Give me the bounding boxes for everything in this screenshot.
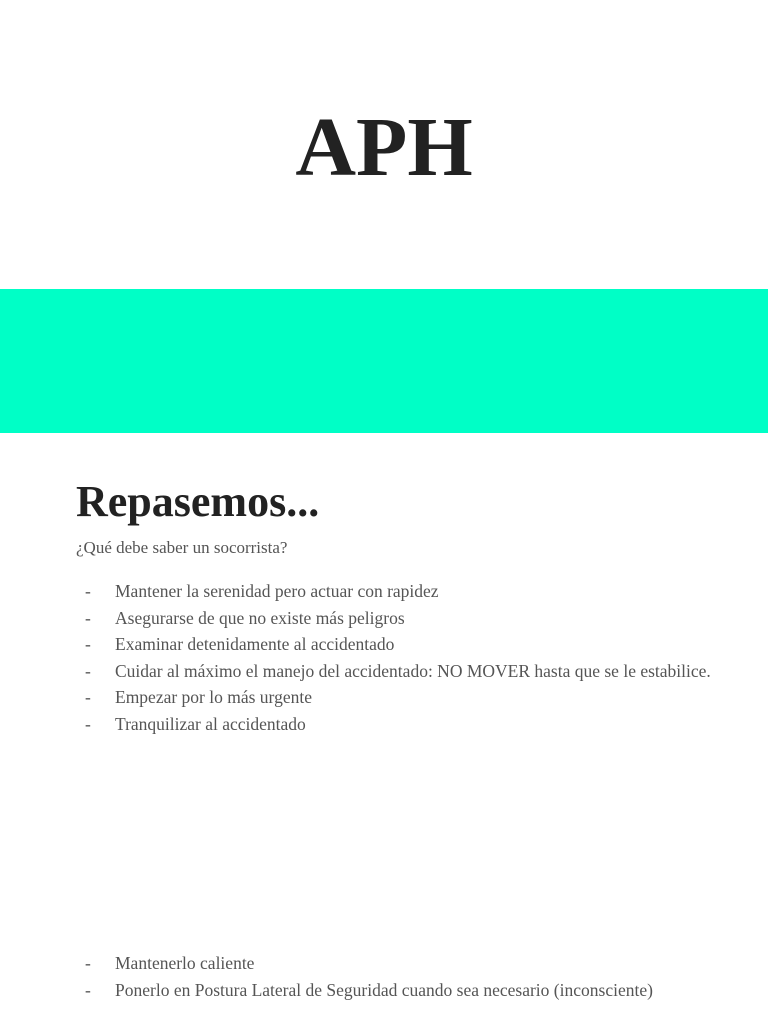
bullet-dash: - [85,979,91,1000]
list-item [76,950,716,977]
bullet-dash: - [85,607,91,628]
bullet-dash: - [85,687,91,707]
accent-band [0,289,768,433]
list-item-text: Mantenerlo caliente [115,953,255,973]
bullet-dash: - [85,713,91,734]
list-item-text: Asegurarse de que no existe más peligros [115,607,405,628]
list-item-text: Cuidar al máximo el manejo del accidentado: NO MOVER hasta que se le estabilice. [115,660,711,681]
list-item-text: Ponerlo en Postura Lateral de Seguridad cuando sea necesario (inconsciente) [115,979,653,1000]
bullet-dash: - [85,634,91,654]
list-item [76,684,716,711]
bullet-dash: - [85,953,91,973]
list-item-text: Empezar por lo más urgente [115,687,312,707]
list-item [76,711,716,738]
bullet-list [76,578,716,737]
bullet-dash: - [85,581,91,601]
list-item-text: Tranquilizar al accidentado [115,713,306,734]
list-item-text: Examinar detenidamente al accidentado [115,634,395,654]
list-item [76,605,716,632]
list-item [76,977,716,1004]
list-item [76,578,716,605]
list-item [76,658,716,685]
bullet-dash: - [85,660,91,681]
bullet-list-continued [76,950,716,1003]
list-item [76,631,716,658]
list-item-text: Mantener la serenidad pero actuar con rapidez [115,581,439,601]
slide-title: APH [295,101,473,194]
section-heading: Repasemos... [76,477,320,526]
section-question: ¿Qué debe saber un socorrista? [76,538,288,557]
